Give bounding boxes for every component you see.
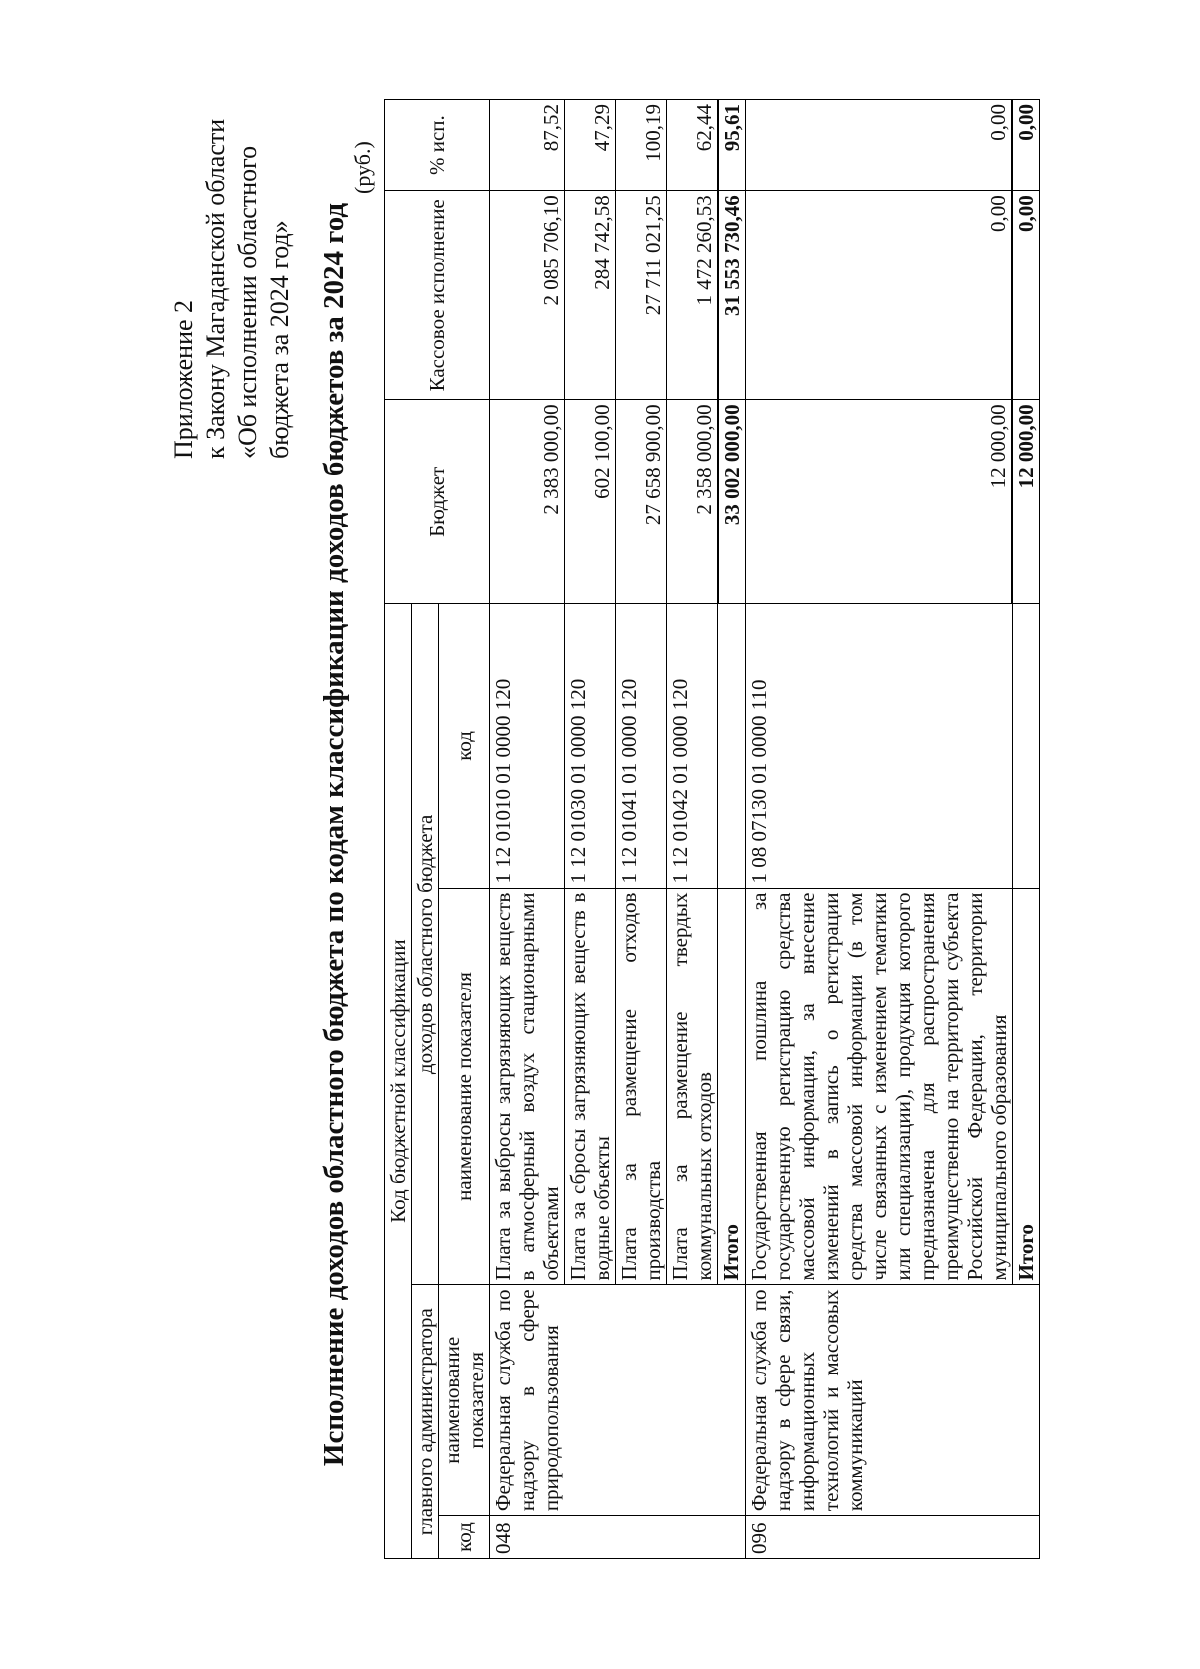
unit-label: (руб.) [350,141,375,194]
header-admin-code: код [439,1516,490,1559]
header-revenue-name: наименование показателя [439,888,490,1285]
percent-value: 100,19 [616,100,667,191]
table-row [745,100,1012,1559]
budget-value: 12 000,00 [745,400,1012,604]
revenue-name: Плата за выбросы загрязняющих веществ в атмосферный воздух стационарными объектами [490,888,565,1285]
cash-value: 2 085 706,10 [490,191,565,400]
document-title: Исполнение доходов областного бюджета по кодам классификации доходов бюджетов за 2024 год [318,202,350,1467]
total-cash: 31 553 730,46 [718,191,746,400]
total-code-empty [1012,604,1040,888]
percent-value: 47,29 [565,100,616,191]
header-revenue-code: код [439,604,490,888]
revenue-code: 1 12 01042 01 0000 120 [667,604,718,888]
header-budget: Бюджет [385,400,490,604]
total-budget: 12 000,00 [1012,400,1040,604]
total-budget: 33 002 000,00 [718,400,746,604]
cash-value: 0,00 [745,191,1012,400]
header-revenues: доходов областного бюджета [412,604,439,1285]
header-cash: Кассовое исполнение [385,191,490,400]
cash-value: 27 711 021,25 [616,191,667,400]
percent-value: 62,44 [667,100,718,191]
cash-value: 284 742,58 [565,191,616,400]
total-label: Итого [1012,888,1040,1285]
admin-name: Федеральная служба по надзору в сфере природопользования [490,1285,746,1516]
budget-value: 27 658 900,00 [616,400,667,604]
budget-value: 2 358 000,00 [667,400,718,604]
total-percent: 0,00 [1012,100,1040,191]
revenue-name: Плата за сбросы загрязняющих веществ в водные объекты [565,888,616,1285]
budget-value: 2 383 000,00 [490,400,565,604]
budget-value: 602 100,00 [565,400,616,604]
revenue-name: Плата за размещение отходов производства [616,888,667,1285]
total-cash: 0,00 [1012,191,1040,400]
header-admin-name: наименование показателя [439,1285,490,1516]
revenue-name: Плата за размещение твердых коммунальных отходов [667,888,718,1285]
cash-value: 1 472 260,53 [667,191,718,400]
revenue-code: 1 12 01010 01 0000 120 [490,604,565,888]
percent-value: 0,00 [745,100,1012,191]
header-classification: Код бюджетной классификации [385,604,412,1559]
total-label: Итого [718,888,746,1285]
admin-name: Федеральная служба по надзору в сфере связи, информационных технологий и массовых коммуникаций [745,1285,1040,1516]
admin-code: 048 [490,1516,746,1559]
revenue-code: 1 08 07130 01 0000 110 [745,604,1012,888]
percent-value: 87,52 [490,100,565,191]
appendix-line-2: к Закону Магаданской области [201,118,230,459]
appendix-line-1: Приложение 2 [169,299,198,459]
revenue-table [384,99,1040,1559]
table-row [490,100,565,1559]
total-code-empty [718,604,746,888]
header-chief-admin: главного администратора [412,1285,439,1559]
revenue-name: Государственная пошлина за государственную регистрацию средства массовой информации, за внесение изменений в запись о регистрации средства массовой информации (в том числе связанных с изменением тематики или специализации), продукция которого предназначена для распространения преимущественно на территории субъекта Российской Федерации, территории муниципального образования [745,888,1012,1285]
appendix-line-4: бюджета за 2024 год» [265,220,294,459]
revenue-code: 1 12 01041 01 0000 120 [616,604,667,888]
appendix-header [168,99,296,459]
header-percent: % исп. [385,100,490,191]
revenue-code: 1 12 01030 01 0000 120 [565,604,616,888]
appendix-line-3: «Об исполнении областного [233,145,262,459]
total-percent: 95,61 [718,100,746,191]
admin-code: 096 [745,1516,1040,1559]
